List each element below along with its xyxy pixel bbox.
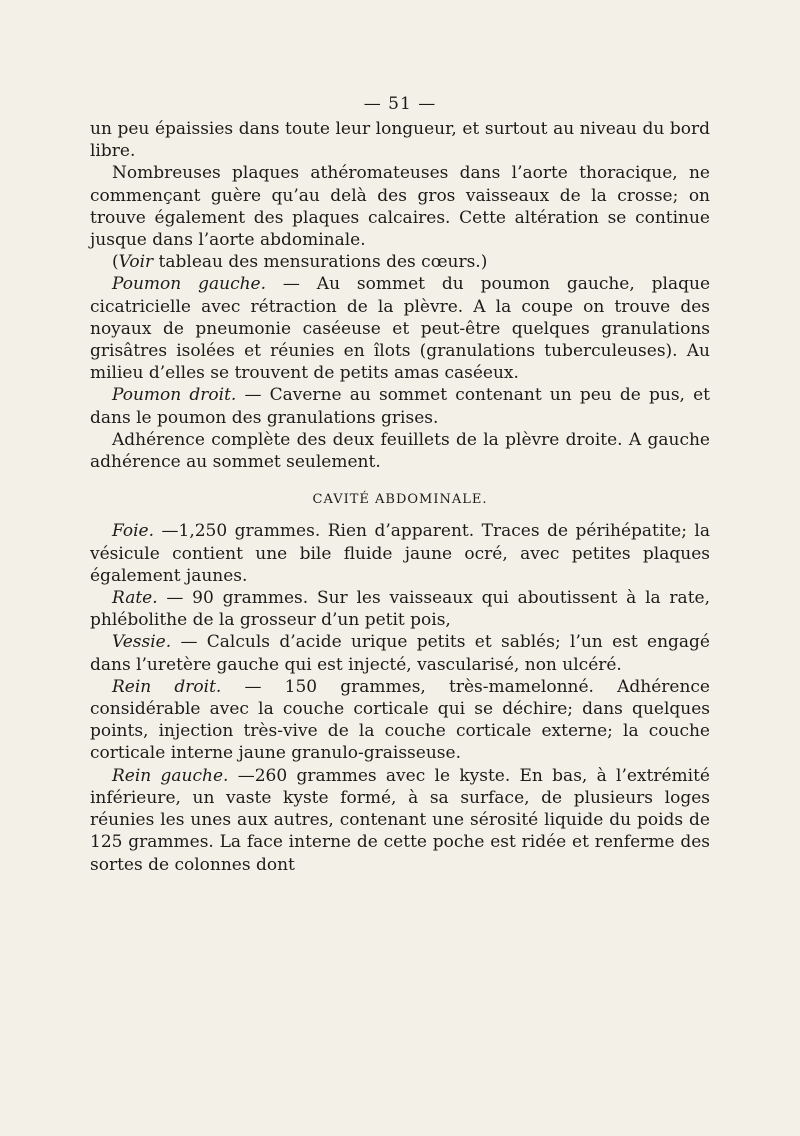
voir-text: tableau des mensurations des cœurs.) — [153, 252, 488, 273]
vessie-label: Vessie. — [112, 632, 172, 653]
poumon-droit-label: Poumon droit. — [112, 385, 237, 406]
rate-label: Rate. — [112, 588, 158, 609]
vessie-text: — Calculs d’acide urique petits et sablés; l’un est engagé dans l’uretère gauche qui est injecté, vascularisé, non ulcéré. — [90, 632, 710, 675]
rein-gauche-label: Rein gauche. — [112, 765, 229, 786]
paragraph-poumon-gauche — [90, 273, 710, 384]
rein-droit-text: — 150 grammes, très-mamelonné. Adhérence considérable avec la couche corticale qui se déchire; dans quelques points, injection très-vive de la couche corticale externe; la couche corticale interne jaune granulo-graisseuse. — [90, 676, 710, 764]
rein-droit-label: Rein droit. — [112, 676, 222, 697]
paragraph-rein-gauche — [90, 765, 710, 876]
poumon-droit-text: — Caverne au sommet contenant un peu de pus, et dans le poumon des granulations grises. — [90, 385, 710, 428]
foie-text: —1,250 grammes. Rien d’apparent. Traces de périhépatite; la vésicule contient une bile fluide jaune ocré, avec petites plaques également jaunes. — [90, 521, 710, 586]
voir-label: Voir — [118, 252, 154, 273]
paragraph-aorte: Nombreuses plaques athéromateuses dans l’aorte thoracique, ne commençant guère qu’au delà des gros vaisseaux de la crosse; on trouve également des plaques calcaires. Cette altération se continue jusque dans l’aorte abdominale. — [90, 163, 710, 251]
section-heading: CAVITÉ ABDOMINALE. — [312, 492, 488, 508]
rein-gauche-text: —260 grammes avec le kyste. En bas, à l’extrémité inférieure, un vaste kyste formé, à sa surface, de plusieurs loges réunies les unes aux autres, contenant une sérosité liquide du poids de 125 grammes. La face interne de cette poche est ridée et renferme des sortes de colonnes dont — [90, 765, 710, 875]
page-number: — 51 — — [363, 94, 437, 114]
paragraph-rein-droit — [90, 676, 710, 765]
paragraph-rate — [90, 587, 710, 631]
open-paren: ( — [112, 252, 119, 273]
poumon-gauche-text: — Au sommet du poumon gauche, plaque cicatricielle avec rétraction de la plèvre. A la coupe on trouve des noyaux de pneumonie caséeuse et peut-être quelques granulations grisâtres isolées et réunies en îlots (granulations tuberculeuses). Au milieu d’elles se trouvent de petits amas caséeux. — [90, 274, 710, 384]
paragraph-adherence: Adhérence complète des deux feuillets de la plèvre droite. A gauche adhérence au sommet seulement. — [90, 429, 710, 473]
rate-text: — 90 grammes. Sur les vaisseaux qui aboutissent à la rate, phlébolithe de la grosseur d’un petit pois, — [90, 588, 710, 631]
paragraph-voir-tableau — [90, 251, 710, 273]
paragraph-foie — [90, 520, 710, 587]
paragraph-vessie — [90, 631, 710, 675]
paragraph-continuation: un peu épaissies dans toute leur longueur, et surtout au niveau du bord libre. — [90, 119, 710, 162]
body-text — [90, 118, 710, 876]
poumon-gauche-label: Poumon gauche. — [112, 274, 267, 295]
foie-label: Foie. — [112, 521, 155, 542]
paragraph-poumon-droit — [90, 384, 710, 428]
